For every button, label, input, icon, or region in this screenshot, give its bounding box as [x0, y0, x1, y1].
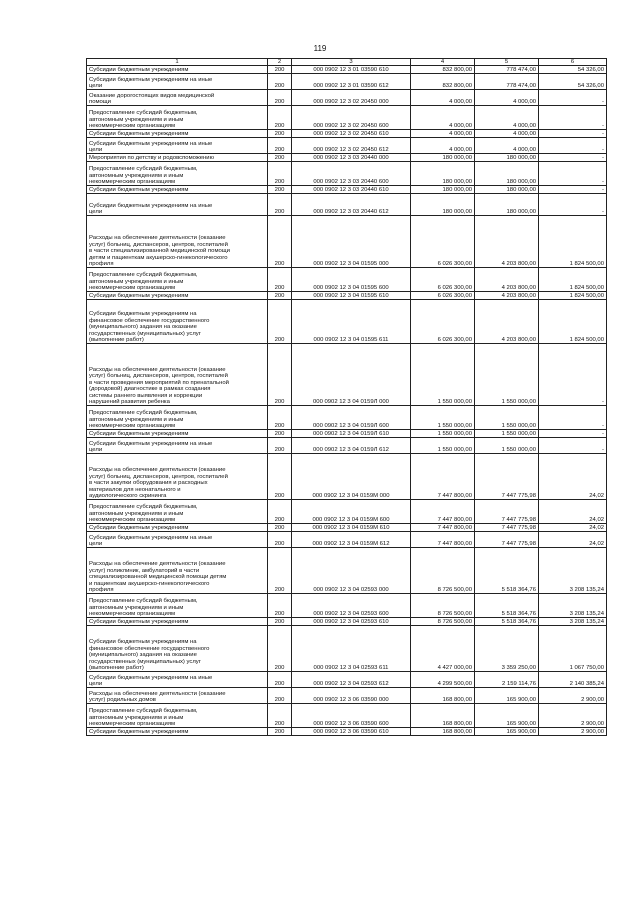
- cell-name: Субсидии бюджетным учреждениям: [87, 292, 268, 300]
- cell-name: Предоставление субсидий бюджетным, автономным учреждениям и иным некоммерческим организациям: [87, 704, 268, 728]
- cell-executed: 1 550 000,00: [475, 344, 539, 406]
- table-row: [87, 430, 607, 438]
- table-row: [87, 594, 607, 618]
- cell-name: Расходы на обеспечение деятельности (оказание услуг) больниц, диспансеров, центров, госпиталей в части закупки оборудования и расходных материалов для неонатального и аудиологического скрининга: [87, 454, 268, 500]
- cell-admin-code: 200: [268, 704, 292, 728]
- cell-budget-code: 000 0902 12 3 04 01595 611: [292, 300, 411, 344]
- cell-admin-code: 200: [268, 524, 292, 532]
- cell-executed: 2 159 114,76: [475, 672, 539, 688]
- cell-budget-code: 000 0902 12 3 04 0159Л 612: [292, 438, 411, 454]
- cell-unexecuted: 24,02: [539, 500, 607, 524]
- cell-executed: 5 518 364,76: [475, 618, 539, 626]
- cell-executed: 1 550 000,00: [475, 406, 539, 430]
- cell-admin-code: 200: [268, 162, 292, 186]
- page-number: 119: [313, 44, 327, 53]
- cell-unexecuted: -: [539, 430, 607, 438]
- cell-approved: 1 550 000,00: [411, 430, 475, 438]
- cell-unexecuted: 1 824 500,00: [539, 268, 607, 292]
- table-row: [87, 216, 607, 268]
- cell-admin-code: 200: [268, 728, 292, 736]
- cell-admin-code: 200: [268, 548, 292, 594]
- cell-executed: 4 000,00: [475, 90, 539, 106]
- cell-approved: 6 026 300,00: [411, 300, 475, 344]
- table-row: [87, 500, 607, 524]
- table-row: [87, 454, 607, 500]
- cell-unexecuted: 24,02: [539, 454, 607, 500]
- cell-approved: 7 447 800,00: [411, 524, 475, 532]
- cell-budget-code: 000 0902 12 3 04 02593 612: [292, 672, 411, 688]
- table-row: [87, 532, 607, 548]
- cell-executed: 7 447 775,98: [475, 500, 539, 524]
- cell-admin-code: 200: [268, 626, 292, 672]
- cell-approved: 180 000,00: [411, 154, 475, 162]
- cell-approved: 8 726 500,00: [411, 618, 475, 626]
- cell-name: Предоставление субсидий бюджетным, автономным учреждениям и иным некоммерческим организациям: [87, 162, 268, 186]
- cell-executed: 165 900,00: [475, 728, 539, 736]
- cell-admin-code: 200: [268, 66, 292, 74]
- cell-approved: 8 726 500,00: [411, 548, 475, 594]
- cell-executed: 4 000,00: [475, 106, 539, 130]
- cell-approved: 832 800,00: [411, 66, 475, 74]
- cell-approved: 1 550 000,00: [411, 344, 475, 406]
- cell-budget-code: 000 0902 12 3 04 02593 600: [292, 594, 411, 618]
- cell-executed: 5 518 364,76: [475, 594, 539, 618]
- cell-admin-code: 200: [268, 344, 292, 406]
- cell-approved: 1 550 000,00: [411, 406, 475, 430]
- col-header-5: 5: [475, 59, 539, 66]
- cell-unexecuted: -: [539, 90, 607, 106]
- cell-unexecuted: 2 900,00: [539, 704, 607, 728]
- table-row: [87, 618, 607, 626]
- cell-executed: 4 203 800,00: [475, 216, 539, 268]
- table-row: [87, 300, 607, 344]
- cell-budget-code: 000 0902 12 3 04 02593 611: [292, 626, 411, 672]
- cell-approved: 8 726 500,00: [411, 594, 475, 618]
- cell-admin-code: 200: [268, 430, 292, 438]
- cell-name: Предоставление субсидий бюджетным, автономным учреждениям и иным некоммерческим организациям: [87, 500, 268, 524]
- table-row: [87, 626, 607, 672]
- cell-approved: 4 427 000,00: [411, 626, 475, 672]
- cell-executed: 180 000,00: [475, 194, 539, 216]
- cell-admin-code: 200: [268, 500, 292, 524]
- cell-executed: 7 447 775,98: [475, 454, 539, 500]
- cell-admin-code: 200: [268, 216, 292, 268]
- cell-name: Расходы на обеспечение деятельности (оказание услуг) родильных домов: [87, 688, 268, 704]
- cell-budget-code: 000 0902 12 3 01 03590 610: [292, 66, 411, 74]
- cell-unexecuted: 24,02: [539, 524, 607, 532]
- cell-admin-code: 200: [268, 130, 292, 138]
- cell-admin-code: 200: [268, 268, 292, 292]
- cell-unexecuted: 3 208 135,24: [539, 594, 607, 618]
- cell-executed: 7 447 775,98: [475, 524, 539, 532]
- cell-budget-code: 000 0902 12 3 02 20450 600: [292, 106, 411, 130]
- cell-unexecuted: -: [539, 130, 607, 138]
- cell-executed: 778 474,00: [475, 74, 539, 90]
- cell-admin-code: 200: [268, 74, 292, 90]
- cell-approved: 168 800,00: [411, 704, 475, 728]
- cell-approved: 832 800,00: [411, 74, 475, 90]
- cell-approved: 1 550 000,00: [411, 438, 475, 454]
- cell-budget-code: 000 0902 12 3 03 20440 610: [292, 186, 411, 194]
- cell-budget-code: 000 0902 12 3 03 20440 612: [292, 194, 411, 216]
- table-row: [87, 138, 607, 154]
- table-row: [87, 704, 607, 728]
- col-header-4: 4: [411, 59, 475, 66]
- cell-admin-code: 200: [268, 672, 292, 688]
- cell-admin-code: 200: [268, 454, 292, 500]
- table-row: [87, 154, 607, 162]
- cell-executed: 778 474,00: [475, 66, 539, 74]
- cell-approved: 7 447 800,00: [411, 500, 475, 524]
- cell-unexecuted: 3 208 135,24: [539, 548, 607, 594]
- cell-approved: 168 800,00: [411, 728, 475, 736]
- cell-budget-code: 000 0902 12 3 04 02593 000: [292, 548, 411, 594]
- cell-admin-code: 200: [268, 90, 292, 106]
- cell-name: Субсидии бюджетным учреждениям на финансовое обеспечение государственного (муниципального) задания на оказание государственных (муниципальных) услуг (выполнение работ): [87, 626, 268, 672]
- cell-name: Субсидии бюджетным учреждениям: [87, 130, 268, 138]
- cell-name: Субсидии бюджетным учреждениям: [87, 186, 268, 194]
- cell-name: Субсидии бюджетным учреждениям на иные цели: [87, 438, 268, 454]
- cell-unexecuted: 2 900,00: [539, 688, 607, 704]
- cell-name: Предоставление субсидий бюджетным, автономным учреждениям и иным некоммерческим организациям: [87, 268, 268, 292]
- cell-unexecuted: -: [539, 344, 607, 406]
- cell-name: Расходы на обеспечение деятельности (оказание услуг) больниц, диспансеров, центров, госпиталей в части проведения мероприятий по пренатальной (дородовой) диагностике в рамках создания системы раннего выявления и коррекции нарушений развития ребенка: [87, 344, 268, 406]
- table-row: [87, 438, 607, 454]
- table-row: [87, 194, 607, 216]
- table-row: [87, 344, 607, 406]
- cell-executed: 4 203 800,00: [475, 300, 539, 344]
- table-row: [87, 688, 607, 704]
- cell-admin-code: 200: [268, 154, 292, 162]
- cell-budget-code: 000 0902 12 3 04 01595 610: [292, 292, 411, 300]
- cell-budget-code: 000 0902 12 3 04 0159Л 610: [292, 430, 411, 438]
- cell-budget-code: 000 0902 12 3 04 01595 000: [292, 216, 411, 268]
- cell-admin-code: 200: [268, 138, 292, 154]
- col-header-6: 6: [539, 59, 607, 66]
- cell-approved: 6 026 300,00: [411, 292, 475, 300]
- cell-unexecuted: -: [539, 154, 607, 162]
- cell-executed: 180 000,00: [475, 162, 539, 186]
- table-row: [87, 728, 607, 736]
- cell-unexecuted: -: [539, 194, 607, 216]
- cell-admin-code: 200: [268, 300, 292, 344]
- table-row: [87, 66, 607, 74]
- table-row: [87, 106, 607, 130]
- cell-name: Субсидии бюджетным учреждениям на финансовое обеспечение государственного (муниципального) задания на оказание государственных (муниципальных) услуг (выполнение работ): [87, 300, 268, 344]
- cell-name: Субсидии бюджетным учреждениям: [87, 524, 268, 532]
- cell-unexecuted: -: [539, 186, 607, 194]
- cell-executed: 5 518 364,76: [475, 548, 539, 594]
- cell-budget-code: 000 0902 12 3 04 0159Л 600: [292, 406, 411, 430]
- cell-executed: 180 000,00: [475, 186, 539, 194]
- cell-admin-code: 200: [268, 532, 292, 548]
- table-row: [87, 162, 607, 186]
- cell-name: Предоставление субсидий бюджетным, автономным учреждениям и иным некоммерческим организациям: [87, 406, 268, 430]
- cell-name: Мероприятия по детству и родовспоможению: [87, 154, 268, 162]
- cell-budget-code: 000 0902 12 3 06 03590 600: [292, 704, 411, 728]
- cell-executed: 4 000,00: [475, 138, 539, 154]
- cell-name: Оказание дорогостоящих видов медицинской помощи: [87, 90, 268, 106]
- cell-executed: 4 000,00: [475, 130, 539, 138]
- cell-name: Субсидии бюджетным учреждениям на иные цели: [87, 74, 268, 90]
- cell-name: Субсидии бюджетным учреждениям: [87, 618, 268, 626]
- cell-admin-code: 200: [268, 186, 292, 194]
- cell-approved: 4 299 500,00: [411, 672, 475, 688]
- cell-approved: 4 000,00: [411, 106, 475, 130]
- cell-name: Субсидии бюджетным учреждениям на иные цели: [87, 532, 268, 548]
- cell-budget-code: 000 0902 12 3 04 0159М 612: [292, 532, 411, 548]
- cell-unexecuted: 1 067 750,00: [539, 626, 607, 672]
- cell-executed: 165 900,00: [475, 704, 539, 728]
- cell-executed: 1 550 000,00: [475, 438, 539, 454]
- cell-unexecuted: -: [539, 106, 607, 130]
- table-row: [87, 548, 607, 594]
- table-row: [87, 130, 607, 138]
- cell-executed: 1 550 000,00: [475, 430, 539, 438]
- cell-budget-code: 000 0902 12 3 04 0159М 600: [292, 500, 411, 524]
- cell-unexecuted: 54 326,00: [539, 66, 607, 74]
- cell-executed: 4 203 800,00: [475, 268, 539, 292]
- cell-budget-code: 000 0902 12 3 03 20440 000: [292, 154, 411, 162]
- cell-admin-code: 200: [268, 194, 292, 216]
- cell-admin-code: 200: [268, 106, 292, 130]
- cell-budget-code: 000 0902 12 3 01 03590 612: [292, 74, 411, 90]
- table-row: [87, 524, 607, 532]
- cell-budget-code: 000 0902 12 3 02 20450 612: [292, 138, 411, 154]
- cell-unexecuted: 2 140 385,24: [539, 672, 607, 688]
- cell-admin-code: 200: [268, 618, 292, 626]
- cell-unexecuted: 24,02: [539, 532, 607, 548]
- cell-name: Предоставление субсидий бюджетным, автономным учреждениям и иным некоммерческим организациям: [87, 594, 268, 618]
- cell-approved: 7 447 800,00: [411, 532, 475, 548]
- cell-budget-code: 000 0902 12 3 04 0159М 000: [292, 454, 411, 500]
- cell-unexecuted: 2 900,00: [539, 728, 607, 736]
- cell-admin-code: 200: [268, 688, 292, 704]
- cell-executed: 3 359 250,00: [475, 626, 539, 672]
- cell-approved: 180 000,00: [411, 162, 475, 186]
- table-row: [87, 268, 607, 292]
- col-header-3: 3: [292, 59, 411, 66]
- cell-unexecuted: -: [539, 438, 607, 454]
- cell-admin-code: 200: [268, 292, 292, 300]
- cell-unexecuted: 1 824 500,00: [539, 300, 607, 344]
- cell-approved: 4 000,00: [411, 138, 475, 154]
- cell-executed: 165 900,00: [475, 688, 539, 704]
- cell-budget-code: 000 0902 12 3 04 0159М 610: [292, 524, 411, 532]
- cell-name: Субсидии бюджетным учреждениям на иные цели: [87, 194, 268, 216]
- cell-budget-code: 000 0902 12 3 02 20450 610: [292, 130, 411, 138]
- cell-name: Предоставление субсидий бюджетным, автономным учреждениям и иным некоммерческим организациям: [87, 106, 268, 130]
- table-body: [87, 66, 607, 736]
- cell-budget-code: 000 0902 12 3 06 03590 000: [292, 688, 411, 704]
- cell-name: Расходы на обеспечение деятельности (оказание услуг) поликлиник, амбулаторий в части специализированной медицинской помощи детям и пациенткам акушерско-гинекологического профиля: [87, 548, 268, 594]
- cell-name: Субсидии бюджетным учреждениям: [87, 430, 268, 438]
- cell-name: Субсидии бюджетным учреждениям на иные цели: [87, 138, 268, 154]
- cell-budget-code: 000 0902 12 3 02 20450 000: [292, 90, 411, 106]
- cell-budget-code: 000 0902 12 3 03 20440 600: [292, 162, 411, 186]
- col-header-1: 1: [87, 59, 268, 66]
- cell-unexecuted: -: [539, 162, 607, 186]
- cell-unexecuted: -: [539, 138, 607, 154]
- cell-approved: 7 447 800,00: [411, 454, 475, 500]
- table-row: [87, 672, 607, 688]
- cell-executed: 4 203 800,00: [475, 292, 539, 300]
- col-header-2: 2: [268, 59, 292, 66]
- cell-unexecuted: 1 824 500,00: [539, 292, 607, 300]
- cell-admin-code: 200: [268, 406, 292, 430]
- cell-name: Субсидии бюджетным учреждениям: [87, 66, 268, 74]
- cell-budget-code: 000 0902 12 3 04 01595 600: [292, 268, 411, 292]
- table-row: [87, 292, 607, 300]
- cell-approved: 6 026 300,00: [411, 268, 475, 292]
- cell-budget-code: 000 0902 12 3 06 03590 610: [292, 728, 411, 736]
- cell-name: Расходы на обеспечение деятельности (оказание услуг) больниц, диспансеров, центров, госпиталей в части специализированной медицинской помощи детям и пациенткам акушерско-гинекологического профиля: [87, 216, 268, 268]
- cell-executed: 7 447 775,98: [475, 532, 539, 548]
- cell-executed: 180 000,00: [475, 154, 539, 162]
- cell-admin-code: 200: [268, 438, 292, 454]
- cell-approved: 6 026 300,00: [411, 216, 475, 268]
- cell-approved: 168 800,00: [411, 688, 475, 704]
- cell-budget-code: 000 0902 12 3 04 0159Л 000: [292, 344, 411, 406]
- cell-approved: 4 000,00: [411, 130, 475, 138]
- table-row: [87, 90, 607, 106]
- table-row: [87, 186, 607, 194]
- cell-approved: 4 000,00: [411, 90, 475, 106]
- cell-unexecuted: -: [539, 406, 607, 430]
- cell-budget-code: 000 0902 12 3 04 02593 610: [292, 618, 411, 626]
- cell-unexecuted: 54 326,00: [539, 74, 607, 90]
- cell-approved: 180 000,00: [411, 194, 475, 216]
- table-row: [87, 74, 607, 90]
- cell-approved: 180 000,00: [411, 186, 475, 194]
- cell-name: Субсидии бюджетным учреждениям: [87, 728, 268, 736]
- cell-unexecuted: 1 824 500,00: [539, 216, 607, 268]
- cell-unexecuted: 3 208 135,24: [539, 618, 607, 626]
- cell-admin-code: 200: [268, 594, 292, 618]
- table-row: [87, 406, 607, 430]
- cell-name: Субсидии бюджетным учреждениям на иные цели: [87, 672, 268, 688]
- budget-table: [86, 58, 607, 736]
- header-row: [87, 59, 607, 66]
